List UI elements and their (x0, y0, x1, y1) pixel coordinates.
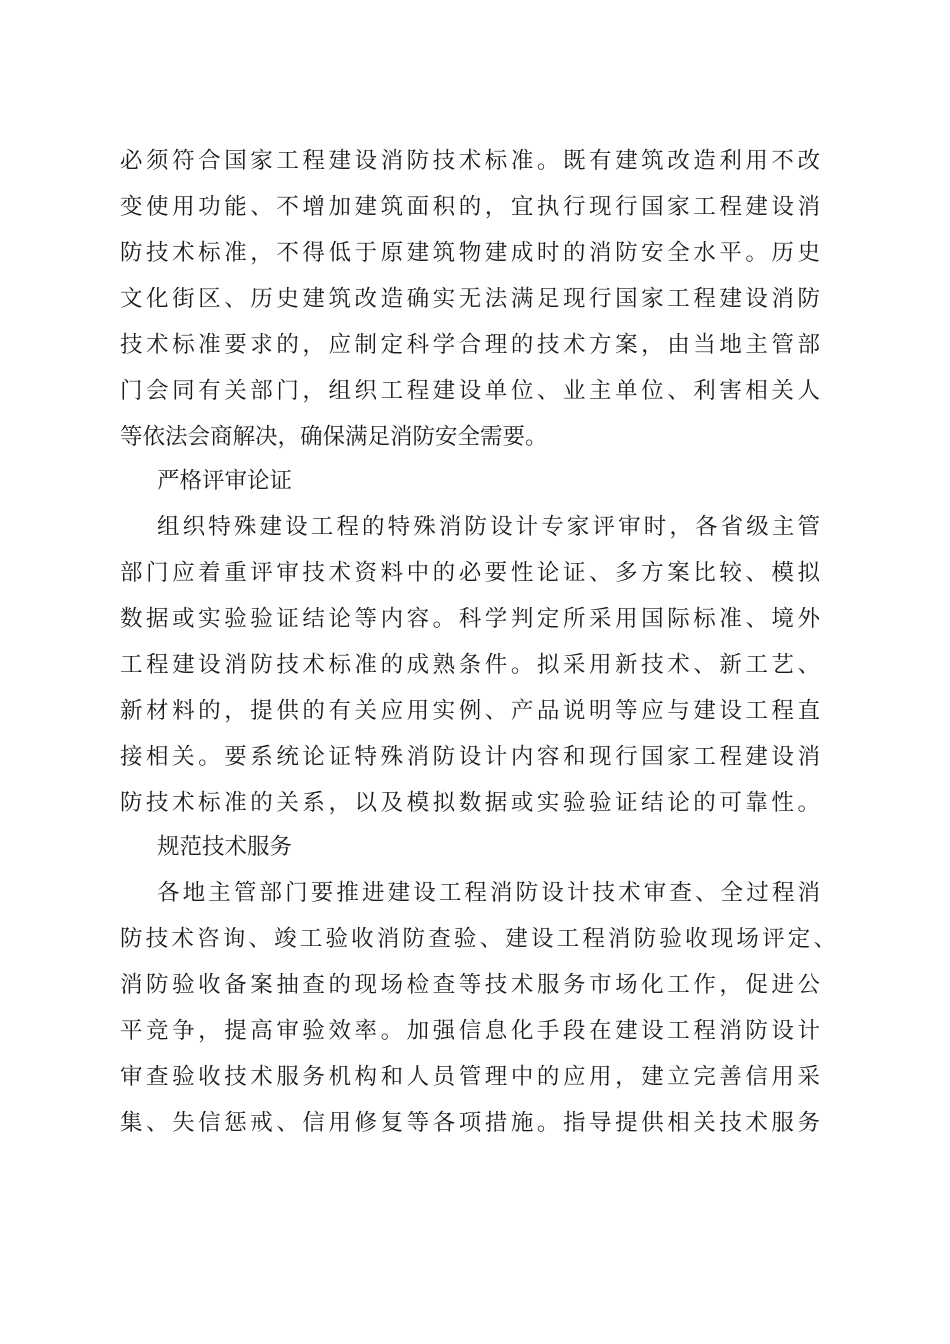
section-heading: 规范技术服务 (157, 834, 293, 860)
body-text-line: 数据或实验验证结论等内容。科学判定所采用国际标准、境外 (120, 606, 820, 632)
body-text-line: 等依法会商解决，确保满足消防安全需要。 (120, 424, 548, 450)
body-text-line: 平竞争，提高审验效率。加强信息化手段在建设工程消防设计 (120, 1018, 820, 1044)
body-text-line: 消防验收备案抽查的现场检查等技术服务市场化工作，促进公 (120, 972, 820, 998)
body-text-line: 审查验收技术服务机构和人员管理中的应用，建立完善信用采 (120, 1064, 820, 1090)
body-text-line: 部门应着重评审技术资料中的必要性论证、多方案比较、模拟 (120, 560, 820, 586)
body-text-line: 集、失信惩戒、信用修复等各项措施。指导提供相关技术服务 (120, 1110, 820, 1136)
body-text-line: 新材料的，提供的有关应用实例、产品说明等应与建设工程直 (120, 698, 820, 724)
body-text-line: 各地主管部门要推进建设工程消防设计技术审查、全过程消 (157, 880, 820, 906)
body-text-line: 必须符合国家工程建设消防技术标准。既有建筑改造利用不改 (120, 148, 820, 174)
body-text-line: 工程建设消防技术标准的成熟条件。拟采用新技术、新工艺、 (120, 652, 820, 678)
body-text-line: 接相关。要系统论证特殊消防设计内容和现行国家工程建设消 (120, 744, 820, 770)
body-text-line: 变使用功能、不增加建筑面积的，宜执行现行国家工程建设消 (120, 194, 820, 220)
body-text-line: 防技术标准，不得低于原建筑物建成时的消防安全水平。历史 (120, 240, 820, 266)
body-text-line: 组织特殊建设工程的特殊消防设计专家评审时，各省级主管 (157, 514, 820, 540)
body-text-line: 技术标准要求的，应制定科学合理的技术方案，由当地主管部 (120, 332, 820, 358)
body-text-line: 防技术咨询、竣工验收消防查验、建设工程消防验收现场评定、 (120, 926, 836, 952)
body-text-line: 防技术标准的关系，以及模拟数据或实验验证结论的可靠性。 (120, 790, 820, 816)
body-text-line: 文化街区、历史建筑改造确实无法满足现行国家工程建设消防 (120, 286, 820, 312)
body-text-line: 门会同有关部门，组织工程建设单位、业主单位、利害相关人 (120, 378, 820, 404)
section-heading: 严格评审论证 (157, 468, 293, 494)
